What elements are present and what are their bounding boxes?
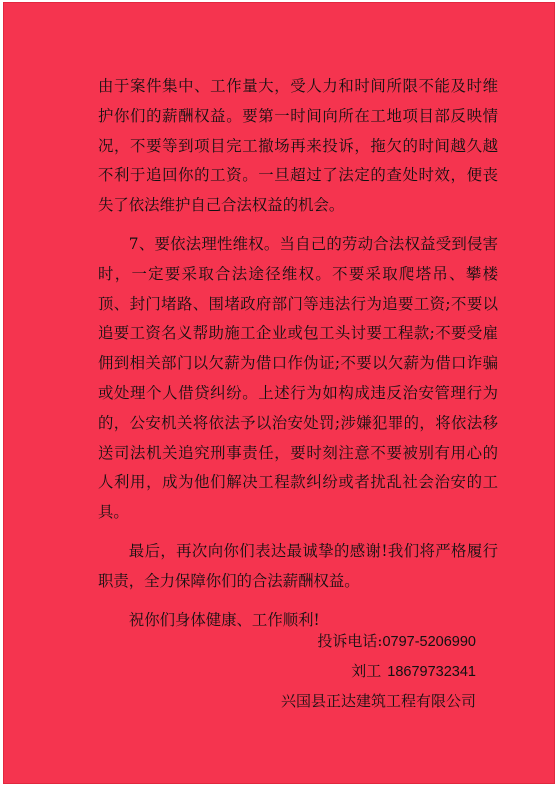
document-page	[3, 2, 555, 784]
complaint-phone: 0797-5206990	[382, 634, 476, 650]
company-name: 兴国县正达建筑工程有限公司	[280, 692, 476, 710]
complaint-label: 投诉电话:	[317, 632, 383, 650]
paragraph-wishes: 祝你们身体健康、工作顺利!	[128, 610, 320, 629]
contact-name: 刘工	[351, 662, 382, 680]
contact-phone: 18679732341	[387, 664, 476, 680]
paragraph-gap	[98, 221, 498, 230]
letter-body	[98, 72, 498, 635]
paragraph-thanks: 最后，再次向你们表达最诚挚的感谢!我们将严格履行职责，全力保障你们的合法薪酬权益。	[98, 541, 498, 590]
paragraph-gap	[98, 597, 498, 606]
complaint-phone-line	[281, 626, 476, 656]
contact-line	[281, 656, 476, 686]
paragraph-gap	[98, 528, 498, 537]
paragraph-rational-rights: 7、要依法理性维权。当自己的劳动合法权益受到侵害时，一定要采取合法途径维权。不要采取爬塔吊、攀楼顶、封门堵路、围堵政府部门等违法行为追要工资;不要以追要工资名义帮助施工企业或包工头讨要工程款;不要受雇佣到相关部门以欠薪为借口作伪证;不要以欠薪为借口诈骗或处理个人借贷纠纷。上述行为如构成违反治安管理行为的，公安机关将依法予以治安处罚;涉嫌犯罪的，将依法移送司法机关追究刑事责任，要时刻注意不要被别有用心的人利用，成为他们解决工程款纠纷或者扰乱社会治安的工具。	[98, 234, 498, 522]
paragraph-continuation: 由于案件集中、工作量大，受人力和时间所限不能及时维护你们的薪酬权益。要第一时间向所在工地项目部反映情况，不要等到项目完工撤场再来投诉，拖欠的时间越久越不利于追回你的工资。一旦超过了法定的查处时效，便丧失了依法维护自己合法权益的机会。	[98, 77, 498, 215]
signature-block	[281, 626, 476, 716]
